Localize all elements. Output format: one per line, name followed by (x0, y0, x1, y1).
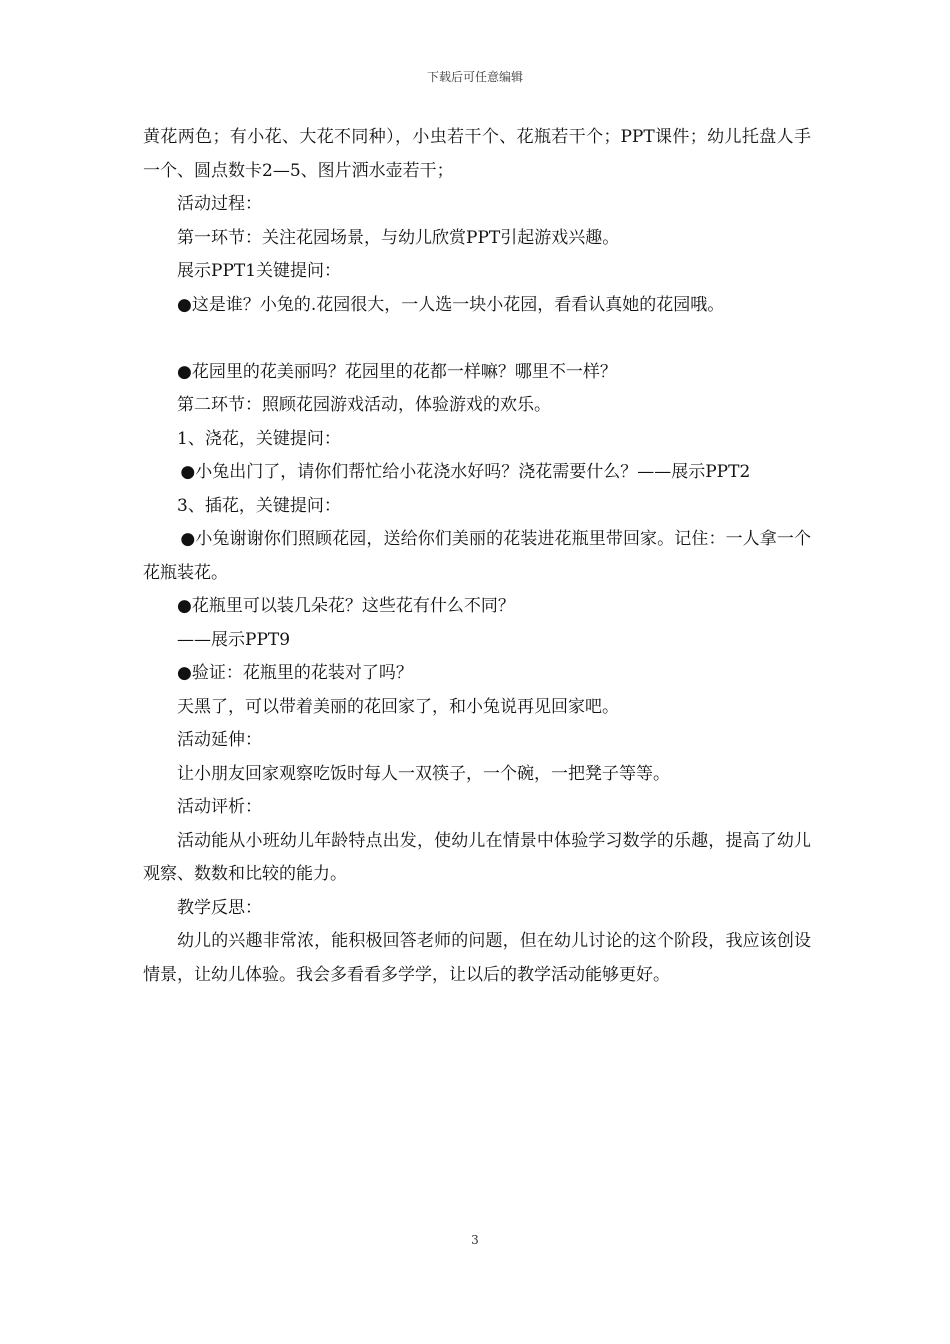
section-heading-process: 活动过程： (177, 194, 262, 214)
extension-text: 让小朋友回家观察吃饭时每人一双筷子，一个碗，一把凳子等等。 (177, 763, 670, 784)
watering-heading: 1、浇花，关键提问： (177, 428, 341, 449)
ppt1-question-heading: 展示PPT1关键提问： (177, 261, 342, 281)
bullet-arranging-question: ●小兔谢谢你们照顾花园，送给你们美丽的花装进花瓶里带回家。记住：一人拿一个花瓶装花。 (143, 529, 811, 583)
section-heading-reflection: 教学反思： (177, 897, 262, 918)
show-ppt9-line: ——展示PPT9 (177, 629, 291, 650)
stage-one-heading: 第一环节：关注花园场景，与幼儿欣赏PPT引起游戏兴趣。 (177, 227, 620, 248)
bullet-vase-question: ●花瓶里可以装几朵花？这些花有什么不同？ (177, 596, 515, 616)
arranging-heading: 3、插花，关键提问： (177, 495, 341, 516)
page-number: 3 (471, 1233, 479, 1247)
reflection-text: 幼儿的兴趣非常浓，能积极回答老师的问题，但在幼儿讨论的这个阶段，我应该创设情景，让幼儿体验。我会多看看多学学，让以后的教学活动能够更好。 (143, 931, 811, 985)
bullet-question-2: ●花园里的花美丽吗？花园里的花都一样嘛？哪里不一样？ (177, 361, 617, 382)
stage-two-heading: 第二环节：照顾花园游戏活动，体验游戏的欢乐。 (177, 395, 551, 415)
nightfall-line: 天黑了，可以带着美丽的花回家了，和小兔说再见回家吧。 (177, 696, 619, 717)
bullet-verify: ●验证：花瓶里的花装对了吗？ (177, 663, 413, 683)
document-body (143, 121, 811, 992)
bullet-question-1: ●这是谁？小兔的.花园很大，一人选一块小花园，看看认真她的花园哦。 (177, 294, 725, 315)
section-heading-analysis: 活动评析： (177, 797, 262, 817)
bullet-watering-question: ●小兔出门了，请你们帮忙给小花浇水好吗？浇花需要什么？——展示PPT2 (180, 462, 751, 482)
materials-continuation: 黄花两色；有小花、大花不同种），小虫若干个、花瓶若干个；PPT课件；幼儿托盘人手一个、圆点数卡2—5、图片洒水壶若干； (143, 127, 811, 181)
section-heading-extension: 活动延伸： (177, 730, 262, 750)
page-header: 下载后可任意编辑 (426, 70, 523, 84)
analysis-text: 活动能从小班幼儿年龄特点出发，使幼儿在情景中体验学习数学的乐趣，提高了幼儿观察、数数和比较的能力。 (143, 830, 811, 884)
